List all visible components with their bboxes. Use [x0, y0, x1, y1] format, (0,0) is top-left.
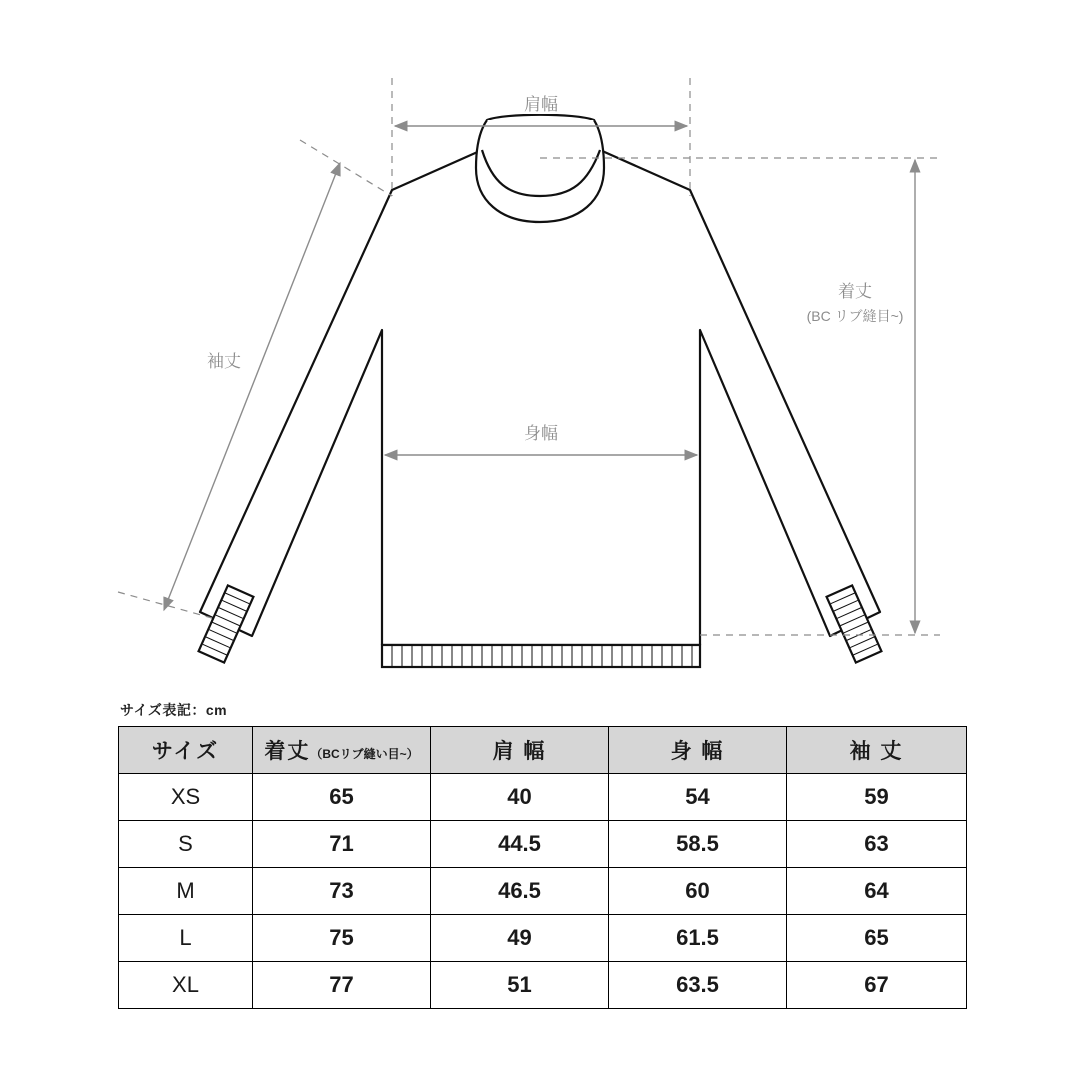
cell-body-length: 73 [253, 868, 431, 915]
header-body-length [253, 727, 431, 774]
cell-body-length: 77 [253, 962, 431, 1009]
label-body-length: 着丈 [838, 282, 872, 301]
header-body-length-label: 着丈 [264, 740, 311, 763]
cell-shoulder-width: 46.5 [431, 868, 609, 915]
label-sleeve-length: 袖丈 [207, 352, 241, 371]
header-size [119, 727, 253, 774]
cell-body-length: 71 [253, 821, 431, 868]
cell-size: L [119, 915, 253, 962]
cell-chest-width: 63.5 [609, 962, 787, 1009]
size-table-section [118, 700, 966, 1009]
cell-chest-width: 54 [609, 774, 787, 821]
cell-shoulder-width: 49 [431, 915, 609, 962]
cell-body-length: 75 [253, 915, 431, 962]
cell-chest-width: 61.5 [609, 915, 787, 962]
sweater-outline [200, 115, 880, 645]
cell-sleeve-length: 63 [787, 821, 967, 868]
cell-shoulder-width: 51 [431, 962, 609, 1009]
header-shoulder-width [431, 727, 609, 774]
header-chest-width-label: 身 幅 [670, 740, 725, 763]
unit-note: サイズ表記：cm [120, 702, 228, 718]
table-header-row [119, 727, 967, 774]
label-chest-width: 身幅 [524, 424, 558, 443]
cell-size: M [119, 868, 253, 915]
cell-sleeve-length: 59 [787, 774, 967, 821]
header-size-label: サイズ [151, 740, 220, 763]
label-shoulder-width: 肩幅 [524, 95, 558, 114]
header-body-length-sub: （BCリブ縫い目~） [310, 747, 419, 761]
cell-size: XL [119, 962, 253, 1009]
header-sleeve-length [787, 727, 967, 774]
size-table [118, 726, 967, 1009]
header-shoulder-width-label: 肩 幅 [492, 740, 547, 763]
cell-chest-width: 58.5 [609, 821, 787, 868]
cell-sleeve-length: 67 [787, 962, 967, 1009]
table-row [119, 774, 967, 821]
table-row [119, 962, 967, 1009]
header-chest-width [609, 727, 787, 774]
cell-shoulder-width: 40 [431, 774, 609, 821]
cell-shoulder-width: 44.5 [431, 821, 609, 868]
cell-size: XS [119, 774, 253, 821]
cell-sleeve-length: 64 [787, 868, 967, 915]
cell-body-length: 65 [253, 774, 431, 821]
cell-size: S [119, 821, 253, 868]
table-row [119, 915, 967, 962]
cell-sleeve-length: 65 [787, 915, 967, 962]
table-row [119, 868, 967, 915]
table-row [119, 821, 967, 868]
label-body-length-note: (BC リブ縫目~) [806, 308, 904, 324]
cell-chest-width: 60 [609, 868, 787, 915]
header-sleeve-length-label: 袖 丈 [849, 740, 904, 763]
hem-ribbing [382, 645, 700, 667]
